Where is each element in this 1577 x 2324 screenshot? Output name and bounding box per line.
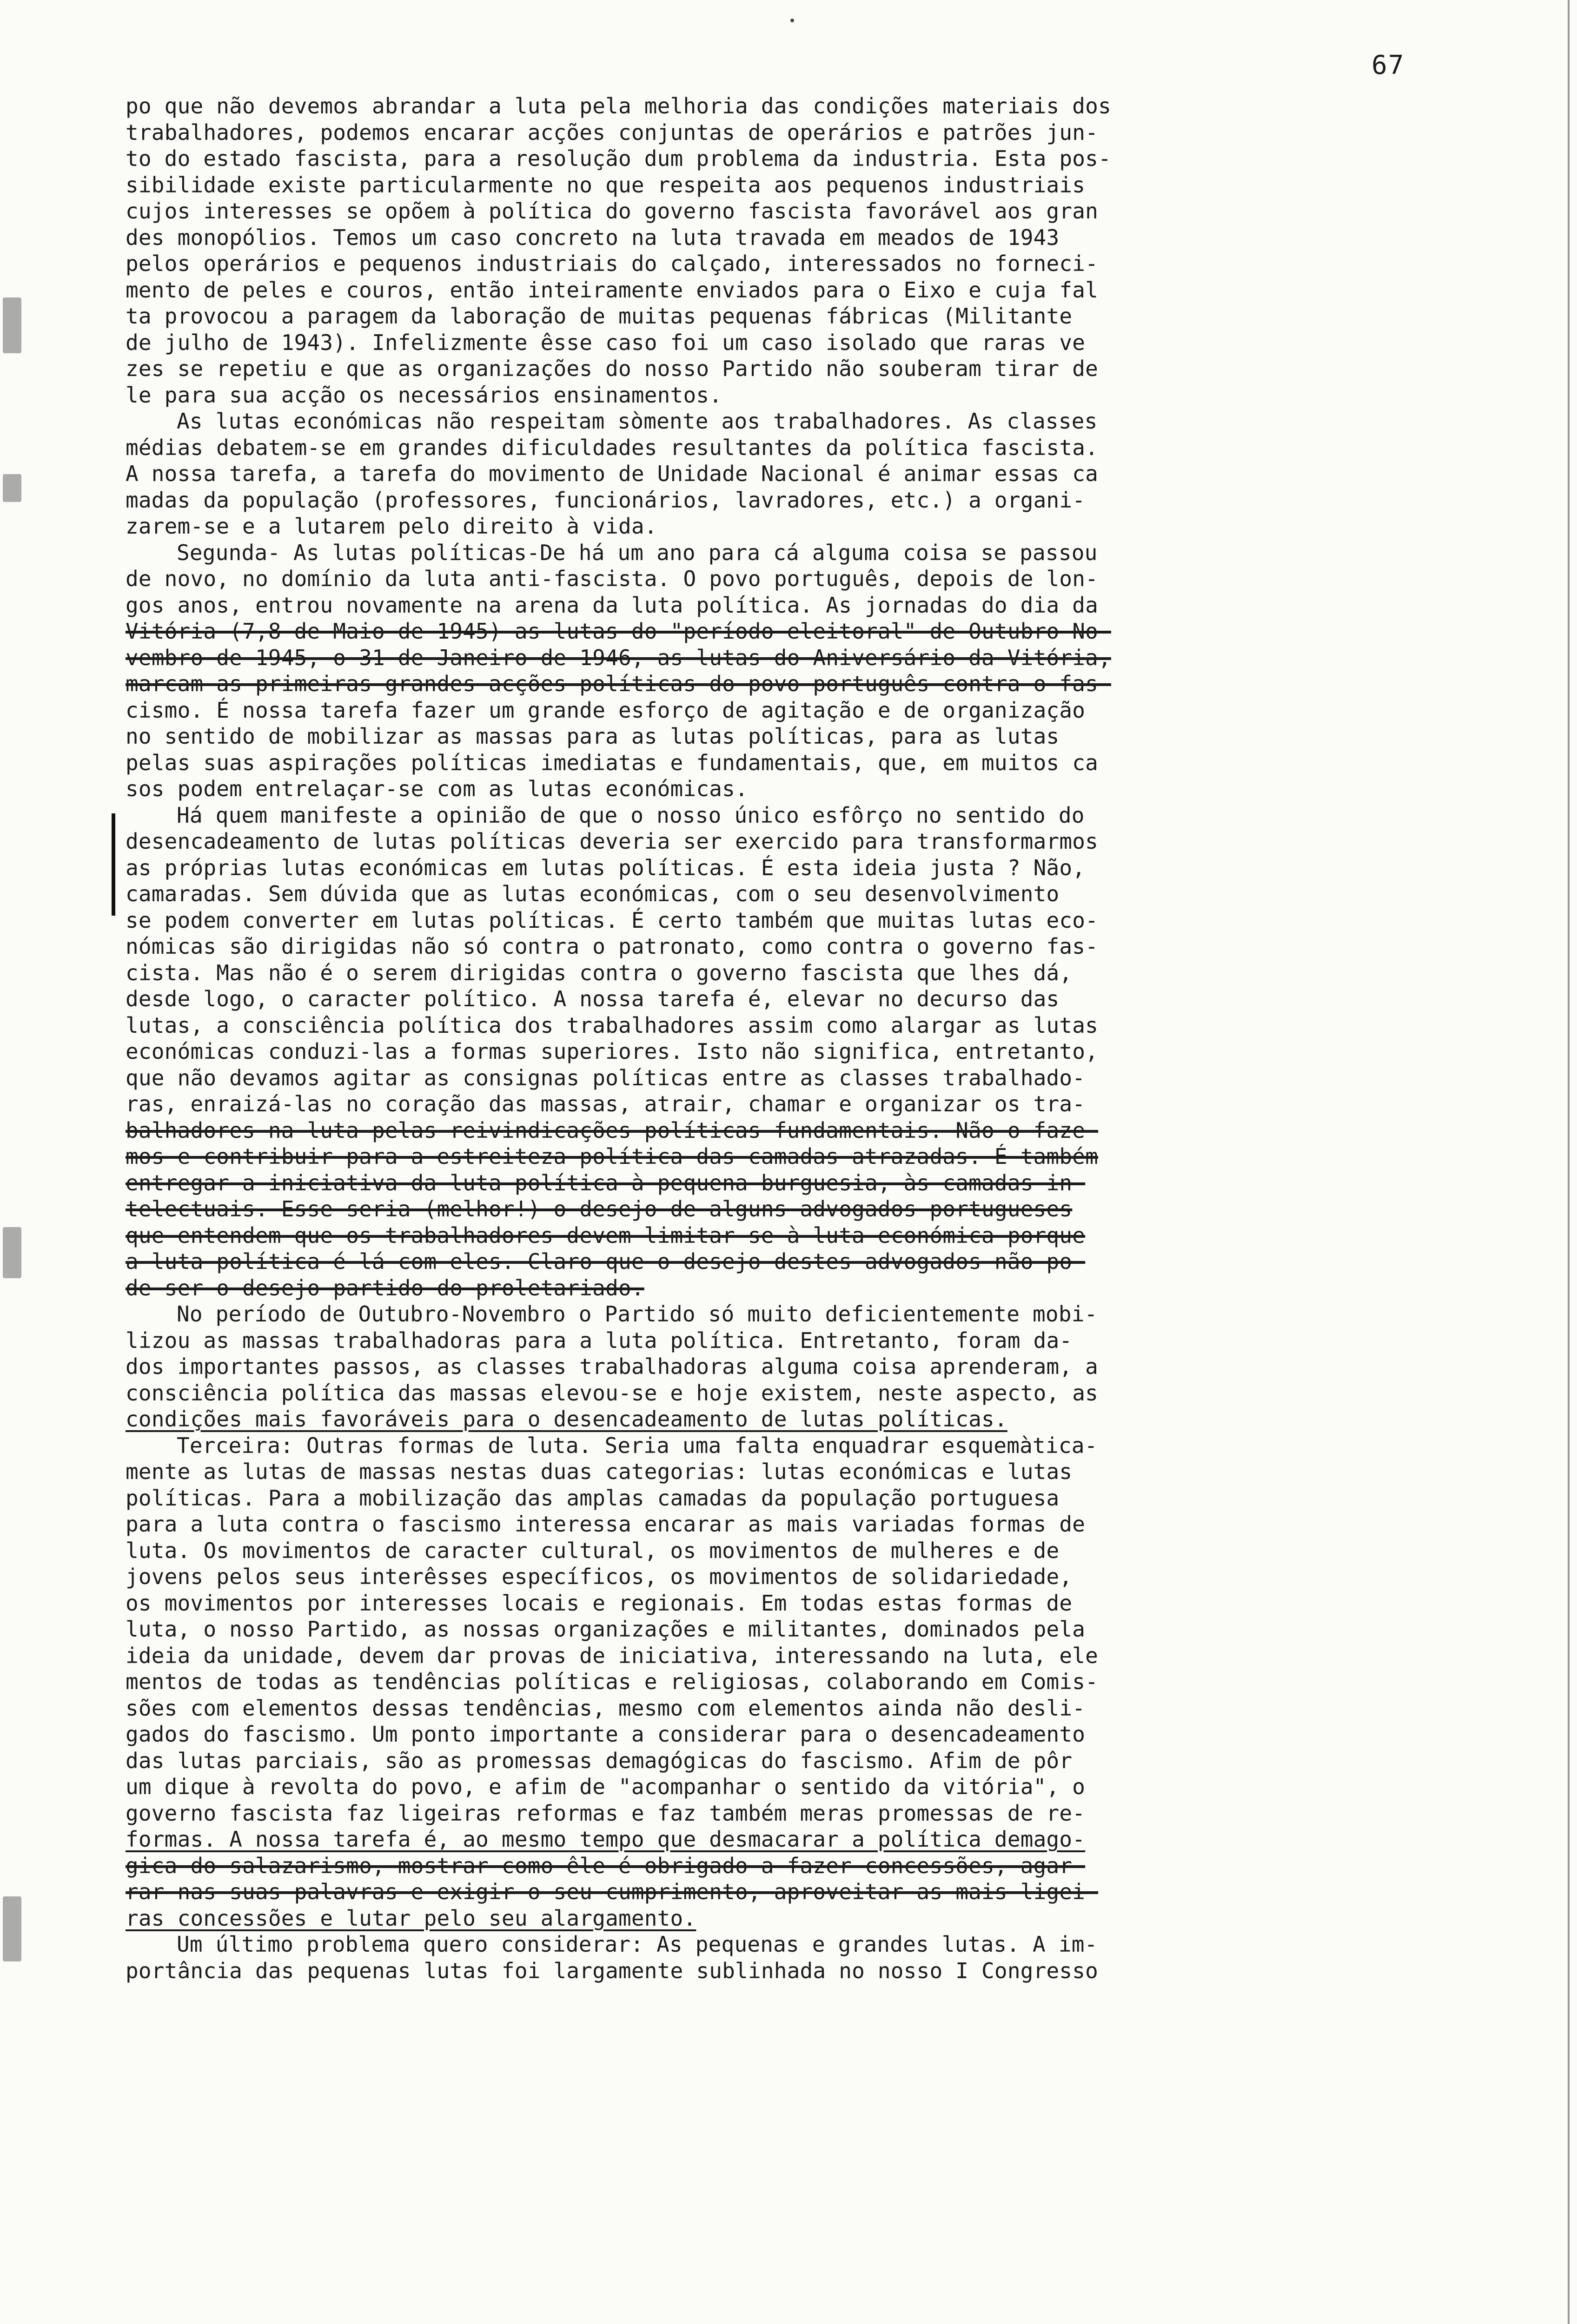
text-line: A nossa tarefa, a tarefa do movimento de Unidade Nacional é animar essas ca [126,461,1099,486]
text-line: lutas, a consciência política dos trabalhadores assim como alargar as lutas [126,1012,1099,1038]
page-right-edge [1568,0,1570,2324]
text-line: os movimentos por interesses locais e regionais. Em todas estas formas de [126,1590,1073,1616]
text-line: para a luta contra o fascismo interessa encarar as mais variadas formas de [126,1512,1086,1537]
text-line: portância das pequenas lutas foi largamente sublinhada no nosso I Congresso [126,1958,1099,1983]
section-heading-line: Terceira: Outras formas de luta. Seria uma falta enquadrar esquemàtica- [177,1433,1098,1458]
struck-line: rar nas suas palavras e exigir o seu cumprimento, aproveitar as mais ligei- [126,1879,1099,1904]
text-line: jovens pelos seus interêsses específicos, os movimentos de solidariedade, [126,1564,1073,1589]
text-line: lizou as massas trabalhadoras para a luta política. Entretanto, foram da- [126,1327,1073,1353]
underlined-line: ras concessões e lutar pelo seu alargamento. [126,1905,696,1931]
text-line: ras, enraizá-las no coração das massas, atrair, chamar e organizar os tra- [126,1091,1086,1116]
paragraph-start: No período de Outubro-Novembro o Partido só muito deficientemente mobi- [177,1301,1098,1327]
text-line: sões com elementos dessas tendências, mesmo com elementos ainda não desli- [126,1695,1086,1721]
text-line: governo fascista faz ligeiras reformas e faz também meras promessas de re- [126,1800,1086,1826]
paragraph-start: Há quem manifeste a opinião de que o nosso único esfôrço no sentido do [177,802,1085,828]
binding-mark [3,297,21,353]
text-line: gados do fascismo. Um ponto importante a considerar para o desencadeamento [126,1722,1086,1747]
struck-line: telectuais. Esse seria (melhor!) o desejo de alguns advogados portugueses [126,1196,1073,1221]
text-line: mentos de todas as tendências políticas e religiosas, colaborando em Comis- [126,1669,1099,1694]
underlined-line: condições mais favoráveis para o desencadeamento de lutas políticas. [126,1406,1007,1432]
struck-line: mos e contribuir para a estreiteza política das camadas atrazadas. É também [126,1144,1099,1169]
text-line: ideia da unidade, devem dar provas de iniciativa, interessando na luta, ele [126,1643,1099,1668]
paragraph-start: Um último problema quero considerar: As pequenas e grandes lutas. A im- [177,1932,1098,1957]
text-line: se podem converter em lutas políticas. É certo também que muitas lutas eco- [126,907,1099,933]
text-line: pelos operários e pequenos industriais do calçado, interessados no forneci- [126,251,1099,276]
text-line: po que não devemos abrandar a luta pela melhoria das condições materiais dos [126,93,1111,119]
text-line: des monopólios. Temos um caso concreto na luta travada em meados de 1943 [126,224,1060,250]
section-heading-line: Segunda- As lutas políticas-De há um ano para cá alguma coisa se passou [177,540,1098,565]
document-body [126,93,1511,1984]
text-line: mente as lutas de massas nestas duas categorias: lutas económicas e lutas [126,1459,1073,1484]
binding-mark [3,474,21,502]
text-line: ta provocou a paragem da laboração de muitas pequenas fábricas (Militante [126,304,1073,329]
binding-edge [0,0,28,2324]
binding-mark [3,1896,21,1961]
margin-bar [112,813,115,916]
text-line: luta. Os movimentos de caracter cultural, os movimentos de mulheres e de [126,1538,1060,1563]
text-line: dos importantes passos, as classes trabalhadoras alguma coisa aprenderam, a [126,1354,1099,1379]
text-line: mento de peles e couros, então inteiramente enviados para o Eixo e cuja fal [126,277,1099,303]
struck-line: entregar a iniciativa da luta política à pequena burguesia, às camadas in- [126,1170,1086,1195]
text-line: cismo. É nossa tarefa fazer um grande esforço de agitação e de organização [126,697,1086,723]
text-line: pelas suas aspirações políticas imediatas e fundamentais, que, em muitos ca [126,750,1099,775]
binding-mark [3,1227,21,1278]
struck-line: Vitória (7,8 de Maio de 1945) as lutas do "período eleitoral" de Outubro-No- [126,619,1111,644]
text-line: que não devamos agitar as consignas políticas entre as classes trabalhado- [126,1065,1086,1090]
text-line: nómicas são dirigidas não só contra o patronato, como contra o governo fas- [126,934,1099,959]
text-line: trabalhadores, podemos encarar acções conjuntas de operários e patrões jun- [126,119,1099,145]
text-line: sos podem entrelaçar-se com as lutas económicas. [126,776,748,801]
text-line: sibilidade existe particularmente no que respeita aos pequenos industriais [126,172,1086,198]
text-line: gos anos, entrou novamente na arena da luta política. As jornadas do dia da [126,592,1099,618]
text-line: desde logo, o caracter político. A nossa tarefa é, elevar no decurso das [126,986,1060,1011]
text-line: um dique à revolta do povo, e afim de "acompanhar o sentido da vitória", o [126,1774,1086,1799]
struck-line: marcam as primeiras grandes acções políticas do povo português contra o fas- [126,671,1111,696]
struck-line: gica do salazarismo, mostrar como êle é obrigado a fazer concessões, agar- [126,1853,1086,1878]
struck-line: que entendem que os trabalhadores devem limitar-se à luta económica porque [126,1222,1086,1248]
text-line: cista. Mas não é o serem dirigidas contra o governo fascista que lhes dá, [126,960,1073,985]
text-line: económicas conduzi-las a formas superiores. Isto não significa, entretanto, [126,1039,1099,1064]
page-mark [790,19,794,22]
text-line: madas da população (professores, funcionários, lavradores, etc.) a organi- [126,487,1086,513]
text-line: camaradas. Sem dúvida que as lutas económicas, com o seu desenvolvimento [126,881,1060,906]
text-line: no sentido de mobilizar as massas para as lutas políticas, para as lutas [126,724,1060,749]
page-number: 67 [1372,50,1405,80]
text-line: le para sua acção os necessários ensinamentos. [126,382,722,408]
struck-line: balhadores na luta pelas reivindicações políticas fundamentais. Não o faze- [126,1117,1099,1143]
text-line: luta, o nosso Partido, as nossas organizações e militantes, dominados pela [126,1617,1086,1642]
text-line: as próprias lutas económicas em lutas políticas. É esta ideia justa ? Não, [126,855,1086,880]
text-line: zarem-se e a lutarem pelo direito à vida. [126,514,657,539]
text-line: consciência política das massas elevou-se e hoje existem, neste aspecto, as [126,1380,1099,1406]
text-line: de novo, no domínio da luta anti-fascista. O povo português, depois de lon- [126,566,1099,591]
text-line: to do estado fascista, para a resolução dum problema da industria. Esta pos- [126,146,1111,171]
paragraph-start: As lutas económicas não respeitam sòmente aos trabalhadores. As classes [177,409,1098,434]
text-line: desencadeamento de lutas políticas deveria ser exercido para transformarmos [126,829,1099,854]
text-line: cujos interesses se opõem à política do governo fascista favorável aos gran [126,198,1099,224]
text-line: políticas. Para a mobilização das amplas camadas da população portuguesa [126,1485,1060,1511]
struck-line: de ser o desejo partido do proletariado. [126,1275,644,1301]
text-line: médias debatem-se em grandes dificuldades resultantes da política fascista. [126,435,1099,460]
text-line: zes se repetiu e que as organizações do nosso Partido não souberam tirar de [126,356,1099,381]
text-line: das lutas parciais, são as promessas demagógicas do fascismo. Afim de pôr [126,1748,1073,1773]
struck-line: vembro de 1945, o 31 de Janeiro de 1946, as lutas do Aniversário da Vitória, [126,645,1111,670]
struck-line: a luta política é lá com eles. Claro que o desejo destes advogados não po- [126,1249,1086,1274]
text-line: de julho de 1943). Infelizmente êsse caso foi um caso isolado que raras ve [126,330,1086,355]
underlined-line: formas. A nossa tarefa é, ao mesmo tempo que desmacarar a política demago- [126,1827,1086,1852]
